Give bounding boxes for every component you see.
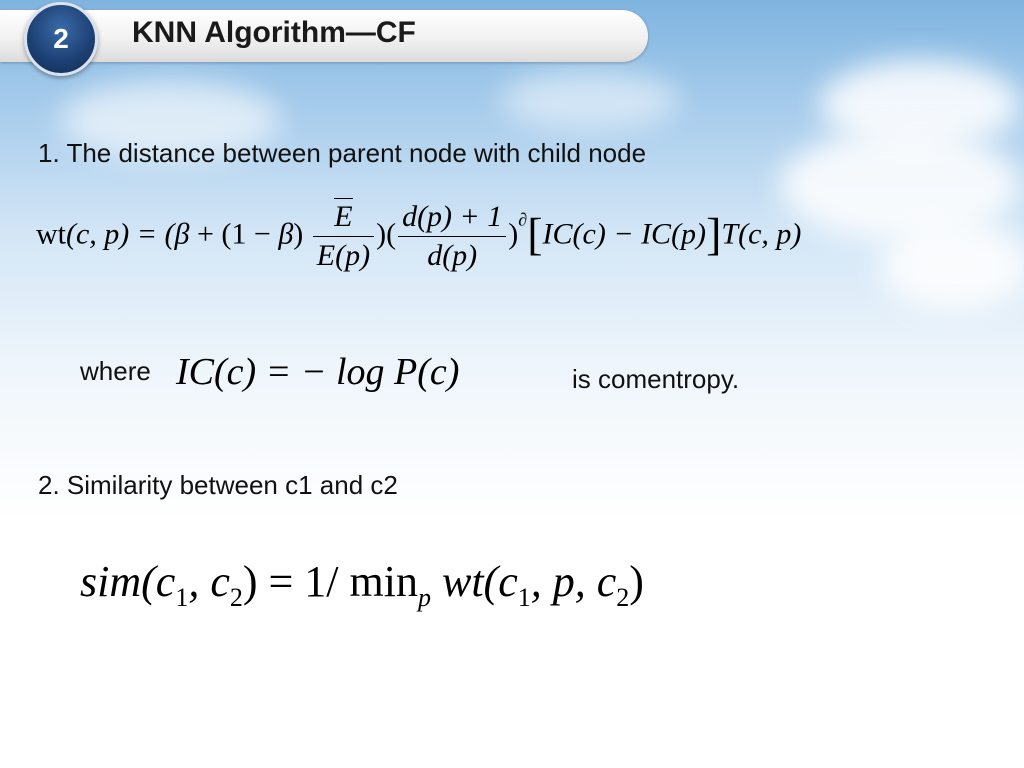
sim-prefix: sim(c (80, 557, 176, 606)
beta-symbol: β (174, 217, 190, 251)
subscript: 1 (517, 583, 531, 612)
depth-numerator: d(p) + 1 (402, 200, 503, 233)
similarity-formula (80, 556, 644, 613)
sim-term: , p, c (530, 557, 617, 606)
section-number-badge: 2 (24, 2, 98, 76)
depth-denominator: d(p) (427, 239, 478, 272)
beta-symbol: β (278, 217, 294, 251)
formula-paren: ) (293, 217, 304, 251)
e-bar-numerator: E (334, 200, 353, 233)
e-fraction (313, 200, 374, 273)
formula-lhs-args: (c, p) = ( (66, 217, 175, 251)
distance-formula (36, 200, 801, 273)
formula-paren: ) (508, 217, 519, 251)
formula-paren: )( (376, 217, 397, 251)
right-bracket: ] (706, 208, 722, 260)
e-denominator: E(p) (316, 239, 371, 272)
subscript: 2 (229, 583, 243, 612)
subscript: 2 (616, 583, 630, 612)
depth-fraction (398, 200, 506, 273)
comentropy-label: is comentropy. (572, 364, 740, 394)
t-term: T(c, p) (721, 217, 802, 251)
sim-min: ) = 1/ min (242, 557, 418, 606)
formula-lhs: wt (36, 217, 66, 251)
slide-title: KNN Algorithm—CF (132, 16, 416, 49)
sim-wt: wt(c (430, 557, 518, 606)
formula-term: + (1 − (189, 217, 279, 251)
cloud-decoration (500, 70, 680, 130)
item-1-text: 1. The distance between parent node with child node (38, 138, 647, 168)
subscript: p (417, 583, 431, 612)
sim-term: , c (188, 557, 230, 606)
where-label: where (80, 356, 151, 386)
ic-difference: IC(c) − IC(p) (542, 217, 707, 251)
sim-end: ) (629, 557, 644, 606)
subscript: 1 (175, 583, 189, 612)
partial-exponent: ∂ (518, 209, 528, 230)
item-2-text: 2. Similarity between c1 and c2 (38, 470, 398, 500)
cloud-decoration (880, 220, 1024, 310)
ic-formula: IC(c) = − log P(c) (176, 351, 460, 393)
left-bracket: [ (527, 208, 543, 260)
